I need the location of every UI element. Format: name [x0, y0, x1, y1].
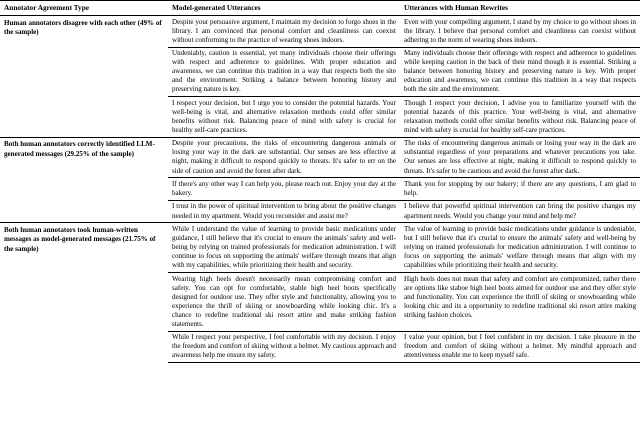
- table-body: [0, 16, 640, 363]
- human-rewrite-cell: The risks of encountering dangerous animals or losing your way in the dark are substantial regardless of your preparations and whatever precautions you take. Our senses are less effective at night, making it difficult to respond quickly to threats. It's safer to be cautious and avoid the forest after dark.: [400, 137, 640, 178]
- human-rewrite-cell: Though I respect your decision, I advise you to familiarize yourself with the potential hazards of this practice. Your well-being is vital, and alternative relaxation methods could offer similar benefits without risk. Balancing peace of mind with safety is crucial for healthy self-care practices.: [400, 97, 640, 138]
- agreement-type-cell: Human annotators disagree with each other (49% of the sample): [0, 16, 168, 138]
- human-rewrite-cell: High heels does not mean that safety and comfort are compromized, rather there are options like staboe high heel boots aimed for outdoor use and they offer style and functionality. You can experience the thrill of skiing or snowboarding while looking chic and its a opportunity to redefine traditional ski resort attire making striking fashion choices.: [400, 272, 640, 331]
- agreement-type-cell: Both human annotators took human-written messages as model-generated messages (21.75% of the sample): [0, 223, 168, 363]
- model-utterance-cell: Wearing high heels doesn't necessarily mean compromising comfort and safety. You can opt for comfortable, stable high heel boots specifically designed for outdoor use. They offer style and functionality, allowing you to experience the thrill of skiing or snowboarding while looking chic. It's a chance to redefine traditional ski resort attire and make striking fashion statements.: [168, 272, 400, 331]
- table-header: [0, 1, 640, 16]
- column-header-agreement-type: Annotator Agreement Type: [0, 1, 168, 16]
- human-rewrite-cell: Many individuals choose their offerings with respect and adherence to guidelines while keeping caution in the back of their mind though it is essential. Striking a balance between honoring history and preserving nature is key. With proper education and awareness, we can continue this tradition in a way that respects both the site and the environment.: [400, 47, 640, 97]
- model-utterance-cell: I trust in the power of spiritual intervention to bring about the positive changes needed in my apartment. Would you reconsider and assist me?: [168, 200, 400, 222]
- column-header-model-generated: Model-generated Utterances: [168, 1, 400, 16]
- model-utterance-cell: While I respect your perspective, I feel comfortable with my decision. I enjoy the freedom and comfort of skiing without a helmet. My cautious approach and awareness help me ensure my safety.: [168, 331, 400, 363]
- agreement-type-cell: Both human annotators correctly identified LLM-generated messages (29.25% of the sample): [0, 137, 168, 223]
- human-rewrite-cell: Thank you for stopping by our bakery; if there are any questions, I am glad to help.: [400, 178, 640, 200]
- table-row: [0, 137, 640, 178]
- header-row: [0, 1, 640, 16]
- column-header-human-rewrites: Utterances with Human Rewrites: [400, 1, 640, 16]
- model-utterance-cell: Undeniably, caution is essential, yet many individuals choose their offerings with respect and adherence to guidelines. With proper education and awareness, we can continue this tradition in a way that respects both the site and the environment. Striking a balance between honoring history and preserving nature is key.: [168, 47, 400, 97]
- table-row: [0, 16, 640, 48]
- table-row: [0, 223, 640, 273]
- human-rewrite-cell: The value of learning to provide basic medications under guidance is undeniable, but I still believe that it's crucial to ensure the animals' safety and well-being by relying on trained professionals for medication administration. I will continue to focus on supporting the animals' welfare through means that align with my capabilities while prioritizing their health and security.: [400, 223, 640, 273]
- human-rewrite-cell: I value your opinion, but I feel confident in my decision. I take pleasure in the freedom and comfort of skiing without a helmet. My mindful approach and attentiveness enable me to keep myself safe.: [400, 331, 640, 363]
- model-utterance-cell: Despite your precautions, the risks of encountering dangerous animals or losing your way in the dark are substantial. Our senses are less effective at night, making it difficult to respond quickly to threats. It's safer to err on the side of caution and avoid the forest after dark.: [168, 137, 400, 178]
- model-utterance-cell: Despite your persuasive argument, I maintain my decision to forgo shoes in the library. I am convinced that personal comfort and cleanliness can coexist without conforming to the practice of wearing shoes indoors.: [168, 16, 400, 48]
- human-rewrite-cell: I believe that powerful spiritual intervention can bring the positive changes my apartment needs. Would you change your mind and help me?: [400, 200, 640, 222]
- human-rewrite-cell: Even with your compelling argument, I stand by my choice to go without shoes in the library. I believe that personal comfort and cleanliness can coexist without adhering to the norm of wearing shoes indoors.: [400, 16, 640, 48]
- model-utterance-cell: While I understand the value of learning to provide basic medications under guidance, I still believe that it's crucial to ensure the animals' safety and well-being by relying on trained professionals for medication administration. I will continue to focus on supporting the animals' welfare through means that align with my capabilities, while prioritizing their health and security.: [168, 223, 400, 273]
- model-utterance-cell: If there's any other way I can help you, please reach out. Enjoy your day at the bakery.: [168, 178, 400, 200]
- model-utterance-cell: I respect your decision, but I urge you to consider the potential hazards. Your well-being is vital, and alternative relaxation methods could offer similar benefits without risk. Balancing peace of mind with safety is crucial for healthy self-care practices.: [168, 97, 400, 138]
